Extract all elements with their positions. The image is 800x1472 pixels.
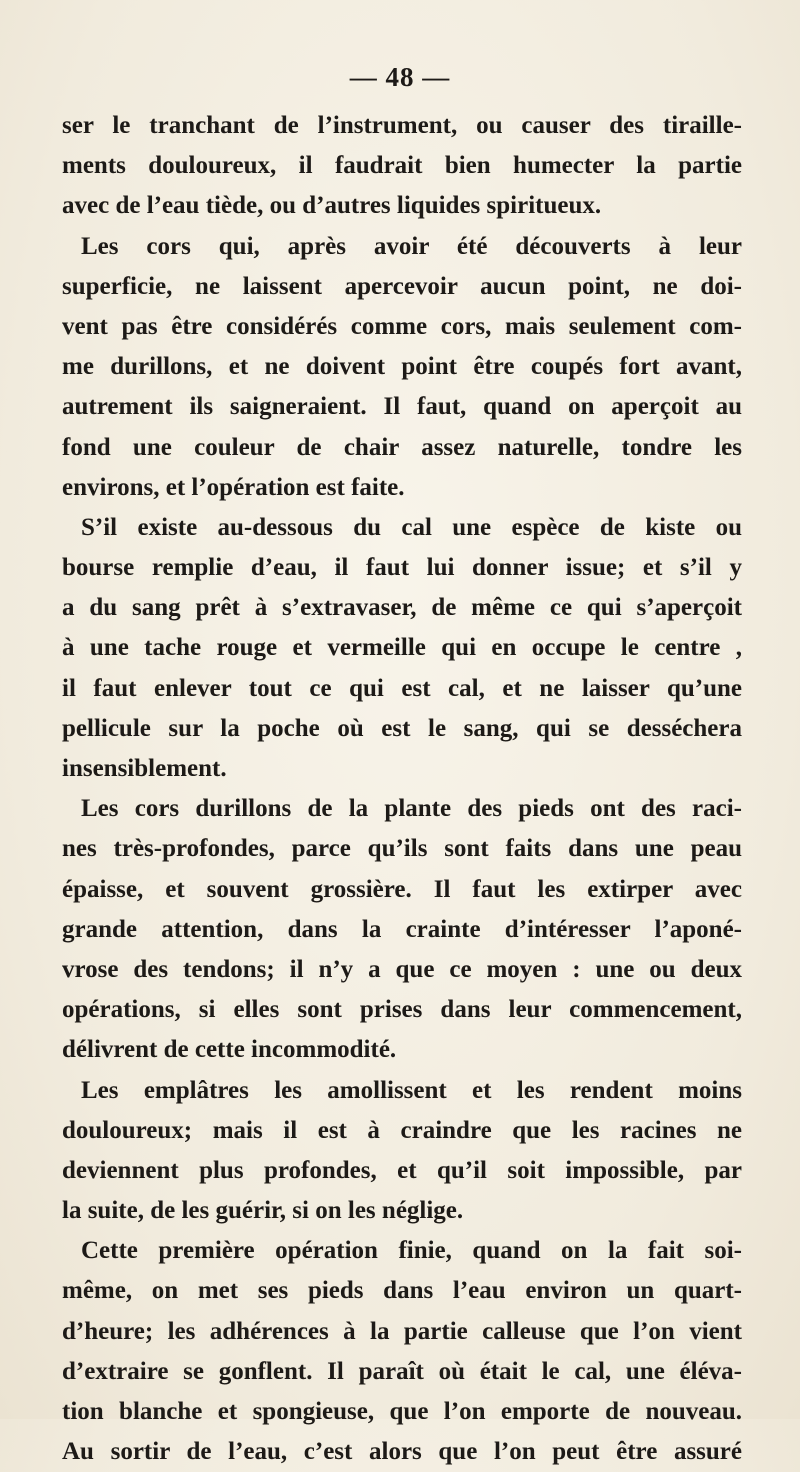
text-line: pellicule sur la poche où est le sang, qui se desséchera bbox=[62, 714, 742, 742]
text-line: bourse remplie d’eau, il faut lui donner issue; et s’il y bbox=[62, 554, 742, 582]
page-number: — 48 — bbox=[349, 62, 451, 92]
text-line: grande attention, dans la crainte d’intéresser l’aponé- bbox=[62, 915, 742, 943]
paragraph-start-line: Les cors qui, après avoir été découverts à leur bbox=[81, 232, 742, 260]
text-line: ser le tranchant de l’instrument, ou causer des tiraille- bbox=[62, 112, 742, 139]
text-line: autrement ils saigneraient. Il faut, quand on aperçoit au bbox=[62, 393, 742, 421]
text-line: a du sang prêt à s’extravaser, de même ce qui s’aperçoit bbox=[62, 594, 742, 622]
text-line: d’extraire se gonflent. Il paraît où était le cal, une éléva- bbox=[62, 1357, 742, 1385]
text-line: délivrent de cette incommodité. bbox=[62, 1036, 397, 1064]
text-line: ments douloureux, il faudrait bien humecter la partie bbox=[62, 152, 742, 180]
text-line: Au sortir de l’eau, c’est alors que l’on peut être assuré bbox=[62, 1438, 742, 1466]
text-line: me durillons, et ne doivent point être coupés fort avant, bbox=[62, 353, 742, 381]
body-text bbox=[62, 106, 742, 1472]
text-line: deviennent plus profondes, et qu’il soit impossible, par bbox=[62, 1156, 742, 1184]
text-line: nes très-profondes, parce qu’ils sont faits dans une peau bbox=[62, 835, 742, 863]
paragraph-start-line: Cette première opération finie, quand on la fait soi- bbox=[81, 1237, 742, 1265]
text-line: environs, et l’opération est faite. bbox=[62, 473, 405, 501]
text-line: même, on met ses pieds dans l’eau environ un quart- bbox=[62, 1277, 742, 1305]
text-line: douloureux; mais il est à craindre que les racines ne bbox=[62, 1116, 742, 1144]
text-line: à une tache rouge et vermeille qui en occupe le centre , bbox=[62, 634, 742, 662]
text-line: la suite, de les guérir, si on les néglige. bbox=[62, 1197, 464, 1225]
text-line: fond une couleur de chair assez naturelle, tondre les bbox=[62, 433, 742, 461]
text-line: vrose des tendons; il n’y a que ce moyen : une ou deux bbox=[62, 955, 742, 983]
paragraph-start-line: Les emplâtres les amollissent et les rendent moins bbox=[81, 1076, 742, 1104]
text-line: superficie, ne laissent apercevoir aucun point, ne doi- bbox=[62, 272, 742, 300]
text-line: épaisse, et souvent grossière. Il faut les extirper avec bbox=[62, 875, 742, 903]
text-line: insensiblement. bbox=[62, 755, 227, 782]
text-line: opérations, si elles sont prises dans leur commencement, bbox=[62, 996, 742, 1024]
text-line: tion blanche et spongieuse, que l’on emporte de nouveau. bbox=[62, 1398, 742, 1425]
text-line: avec de l’eau tiède, ou d’autres liquides spiritueux. bbox=[62, 192, 602, 220]
text-line: vent pas être considérés comme cors, mais seulement com- bbox=[62, 312, 742, 340]
paragraph-start-line: S’il existe au-dessous du cal une espèce de kiste ou bbox=[81, 513, 742, 541]
paragraph-start-line: Les cors durillons de la plante des pieds ont des raci- bbox=[81, 795, 742, 823]
text-line: d’heure; les adhérences à la partie calleuse que l’on vient bbox=[62, 1317, 742, 1345]
text-line: il faut enlever tout ce qui est cal, et ne laisser qu’une bbox=[62, 674, 742, 702]
